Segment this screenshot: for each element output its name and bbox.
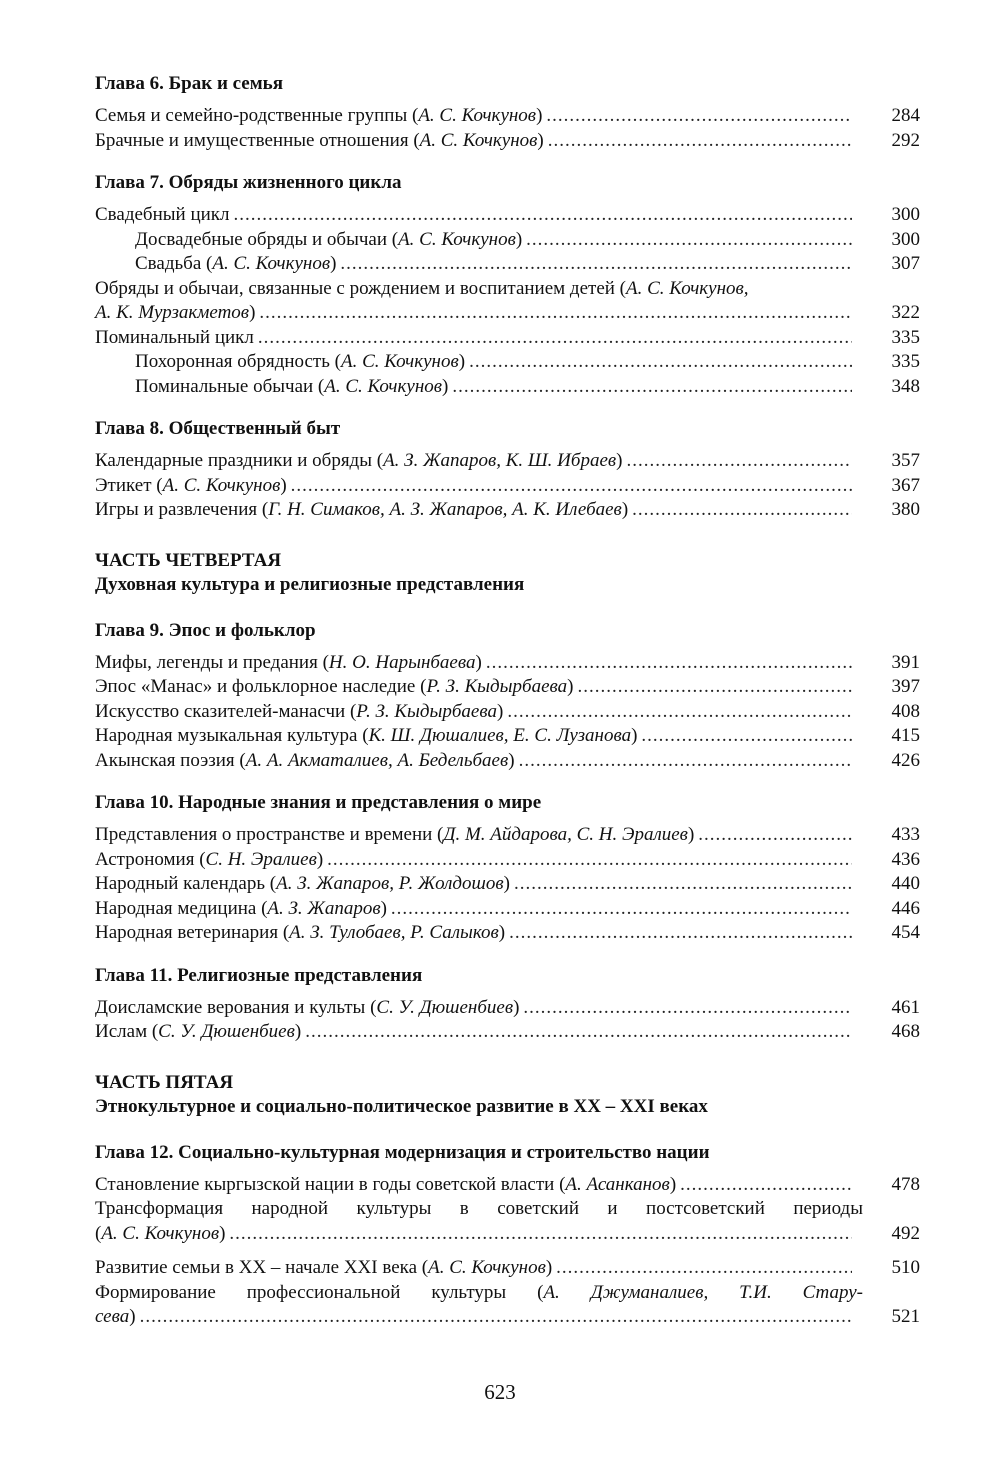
entry-title: Становление кыргызской нации в годы советской власти ( [95,1173,566,1195]
entry-author: А. З. Жапаров, К. Ш. Ибраев [383,450,617,471]
entry-author: С. У. Дюшенбиев [376,996,514,1018]
toc-entry: Похоронная обрядность (А. С. Кочкунов) ..... 335 [95,350,920,375]
toc-entry-continuation: А. К. Мурзакметов) ..... 322 [95,301,920,326]
page-number: 415 [891,725,920,746]
dot-leader [291,474,852,499]
entry-title: Поминальный цикл [95,326,258,351]
page-number: 367 [891,474,920,496]
toc-entry: Брачные и имущественные отношения (А. С. Кочкунов) ..... 292 [95,129,920,154]
entry-author: А. К. Мурзакметов [95,302,250,323]
toc-entry: Семья и семейно-родственные группы (А. С. Кочкунов) ..... 284 [95,104,920,129]
page-number: 446 [891,897,920,919]
entry-author: А. З. Тулобаев, Р. Салыков [289,922,499,943]
toc-entry [95,326,920,351]
dot-leader [340,252,852,277]
chapter-title: Глава 8. Общественный быт [95,418,341,439]
part-4-heading [95,549,920,597]
entry-title: Календарные праздники и обряды ( [95,450,384,471]
page-folio-number: 623 [484,1380,516,1404]
dot-leader [698,823,852,848]
dot-leader [305,1020,852,1045]
dot-leader [546,104,852,129]
dot-leader [519,749,852,774]
page-number: 397 [891,676,920,697]
entry-author: А. З. Жапаров, Р. Жолдошов [276,873,504,894]
chapter-6-section [95,72,920,153]
page-number: 492 [891,1222,920,1244]
dot-leader [258,326,852,351]
toc-entry: Поминальные обычаи (А. С. Кочкунов) ..... 348 [95,375,920,400]
entry-title: Представления о пространстве и времени ( [95,824,444,845]
chapter-9-section [95,619,920,774]
entry-author: А. С. Кочкунов [324,375,442,397]
part-5-heading [95,1071,920,1119]
toc-entry: Акынская поэзия (А. А. Акматалиев, А. Бедельбаев) ..... 426 [95,749,920,774]
entry-title: Народная ветеринария ( [95,922,290,943]
toc-entry: Народная ветеринария (А. З. Тулобаев, Р. Салыков) ..... 454 [95,921,920,946]
entry-author: А. С. Кочкунов [398,228,516,250]
chapter-title: Глава 11. Религиозные представления [95,964,423,986]
entry-title: Формирование профессиональной культуры ( [95,1281,544,1303]
entry-author: А. С. Кочкунов [418,105,537,126]
page-number: 408 [891,700,920,722]
toc-entry: Искусство сказителей-манасчи (Р. З. Кыдырбаева) ..... 408 [95,700,920,725]
part-title: ЧАСТЬ ЧЕТВЕРТАЯ [95,549,282,571]
chapter-7-section [95,171,920,399]
chapter-10-section [95,791,920,946]
entry-title: Семья и семейно-родственные группы ( [95,105,419,126]
entry-title: Обряды и обычаи, связанные с рождением и воспитанием детей ( [95,277,627,299]
entry-author: А. С. Кочкунов, [626,277,749,299]
page-number: 300 [891,228,920,250]
dot-leader [680,1173,852,1198]
entry-title: Акынская поэзия ( [95,749,246,771]
entry-title: Искусство сказителей-манасчи ( [95,700,357,722]
dot-leader [140,1305,852,1330]
toc-entry-first-line: Трансформация народной культуры в советский и постсоветский периоды [95,1198,863,1219]
entry-title: Похоронная обрядность ( [135,351,341,372]
page-number: 521 [891,1306,920,1327]
part-subtitle: Этнокультурное и социально-политическое развитие в XX – XXI веках [95,1095,708,1117]
entry-title: Эпос «Манас» и фольклорное наследие ( [95,676,427,697]
dot-leader [641,724,852,749]
entry-title: Свадебный цикл [95,203,234,228]
page-number: 468 [891,1021,920,1042]
page-number: 335 [891,351,920,372]
chapter-title: Глава 6. Брак и семья [95,73,284,94]
chapter-title: Глава 9. Эпос и фольклор [95,619,316,641]
dot-leader [259,301,852,326]
dot-leader [507,700,852,725]
toc-entry: Досвадебные обряды и обычаи (А. С. Кочкунов) ..... 300 [95,228,920,253]
entry-title: Народная медицина ( [95,897,268,919]
dot-leader [391,897,852,922]
toc-entry: Свадьба (А. С. Кочкунов) ..... 307 [95,252,920,277]
dot-leader [556,1256,852,1281]
entry-author: С. Н. Эралиев [205,848,317,870]
entry-title: Астрономия ( [95,848,206,870]
part-title: ЧАСТЬ ПЯТАЯ [95,1071,234,1093]
page-number: 436 [891,848,920,870]
page-number: 510 [891,1257,920,1278]
entry-title: Поминальные обычаи ( [135,375,325,397]
toc-entry: Этикет (А. С. Кочкунов) ..... 367 [95,474,920,499]
dot-leader [577,675,852,700]
dot-leader [452,375,852,400]
page-number: 357 [891,450,920,471]
dot-leader [526,228,852,253]
chapter-11-section [95,964,920,1045]
entry-author: Р. З. Кыдырбаева [356,700,497,722]
chapter-12-section [95,1141,920,1330]
entry-author: К. Ш. Дюшалиев, Е. С. Лузанова [368,725,632,746]
entry-author: А. С. Кочкунов [212,253,331,274]
entry-title: Мифы, легенды и предания ( [95,651,329,673]
toc-entry-continuation: (А. С. Кочкунов) ..... 492 [95,1222,920,1247]
page-number: 426 [891,749,920,771]
part-subtitle: Духовная культура и религиозные представления [95,573,525,595]
entry-title: Народная музыкальная культура ( [95,725,369,746]
entry-author: А. З. Жапаров [267,897,381,919]
toc-entry: Ислам (С. У. Дюшенбиев) ..... 468 [95,1020,920,1045]
page-number: 461 [891,996,920,1018]
page-number: 478 [891,1173,920,1195]
toc-entry: Мифы, легенды и предания (Н. О. Нарынбаева) ..... 391 [95,651,920,676]
entry-author: А. С. Кочкунов [162,474,281,496]
toc-entry: Народная музыкальная культура (К. Ш. Дюшалиев, Е. С. Лузанова) ..... 415 [95,724,920,749]
chapter-title: Глава 12. Социально-культурная модернизация и строительство нации [95,1141,710,1163]
toc-entry: Народный календарь (А. З. Жапаров, Р. Жолдошов) ..... 440 [95,872,920,897]
toc-entry: Представления о пространстве и времени (Д. М. Айдарова, С. Н. Эралиев) ..... 433 [95,823,920,848]
toc-entry: Календарные праздники и обряды (А. З. Жапаров, К. Ш. Ибраев) ..... 357 [95,449,920,474]
toc-entry [95,203,920,228]
chapter-title: Глава 10. Народные знания и представления о мире [95,792,542,813]
entry-title: Развитие семьи в XX – начале XXI века ( [95,1257,429,1278]
toc-entry: Доисламские верования и культы (С. У. Дюшенбиев) ..... 461 [95,996,920,1021]
page-number: 322 [891,302,920,323]
entry-author: А. А. Акматалиев, А. Бедельбаев [245,749,509,771]
entry-author: Р. З. Кыдырбаева [426,676,568,697]
dot-leader [486,651,852,676]
page-number: 335 [891,326,920,348]
entry-title: Ислам ( [95,1021,159,1042]
dot-leader [469,350,852,375]
toc-entry: Народная медицина (А. З. Жапаров) ..... 446 [95,897,920,922]
dot-leader [514,872,852,897]
chapter-title: Глава 7. Обряды жизненного цикла [95,172,402,193]
entry-title: Досвадебные обряды и обычаи ( [135,228,399,250]
page-number: 284 [891,105,920,126]
toc-entry: Игры и развлечения (Г. Н. Симаков, А. З. Жапаров, А. К. Илебаев) ..... 380 [95,498,920,523]
entry-author: С. У. Дюшенбиев [158,1021,295,1042]
entry-author: А. Асанканов [565,1173,670,1195]
dot-leader [632,498,852,523]
toc-entry-first-line [95,277,920,302]
page-number: 433 [891,824,920,845]
toc-entry: Эпос «Манас» и фольклорное наследие (Р. З. Кыдырбаева) ..... 397 [95,675,920,700]
toc-entry-continuation: сева) ..... 521 [95,1305,920,1330]
entry-title: Доисламские верования и культы ( [95,996,377,1018]
page-number: 292 [891,129,920,151]
entry-author: Н. О. Нарынбаева [328,651,476,673]
page-number: 307 [891,253,920,274]
entry-author: А. С. Кочкунов [340,351,459,372]
entry-author: Г. Н. Симаков, А. З. Жапаров, А. К. Илебаев [268,499,622,520]
dot-leader [626,449,852,474]
dot-leader [234,203,853,228]
toc-entry: Астрономия (С. Н. Эралиев) ..... 436 [95,848,920,873]
toc-entry: Развитие семьи в XX – начале XXI века (А. С. Кочкунов) ..... 510 [95,1256,920,1281]
table-of-contents [95,72,920,1348]
page-number: 391 [891,651,920,673]
page-number: 454 [891,922,920,943]
dot-leader [327,848,852,873]
page-number: 440 [891,873,920,894]
page-number: 380 [891,499,920,520]
entry-title: Этикет ( [95,474,163,496]
page-number: 348 [891,375,920,397]
toc-entry-first-line [95,1281,863,1306]
entry-author: сева [95,1306,130,1327]
entry-title: Брачные и имущественные отношения ( [95,129,420,151]
dot-leader [229,1222,852,1247]
toc-entry: Становление кыргызской нации в годы советской власти (А. Асанканов) ..... 478 [95,1173,920,1198]
entry-title: Игры и развлечения ( [95,499,269,520]
entry-author: А. С. Кочкунов [101,1222,220,1244]
dot-leader [509,921,852,946]
entry-author: А. С. Кочкунов [419,129,538,151]
dot-leader [523,996,852,1021]
entry-title: Народный календарь ( [95,873,277,894]
entry-author: А. С. Кочкунов [428,1257,546,1278]
entry-author: Д. М. Айдарова, С. Н. Эралиев [443,824,688,845]
dot-leader [548,129,852,154]
entry-title: Свадьба ( [135,253,213,274]
chapter-8-section [95,417,920,523]
entry-author: А. Джуманалиев, Т.И. Стару- [543,1281,864,1303]
page-number: 300 [891,204,920,225]
